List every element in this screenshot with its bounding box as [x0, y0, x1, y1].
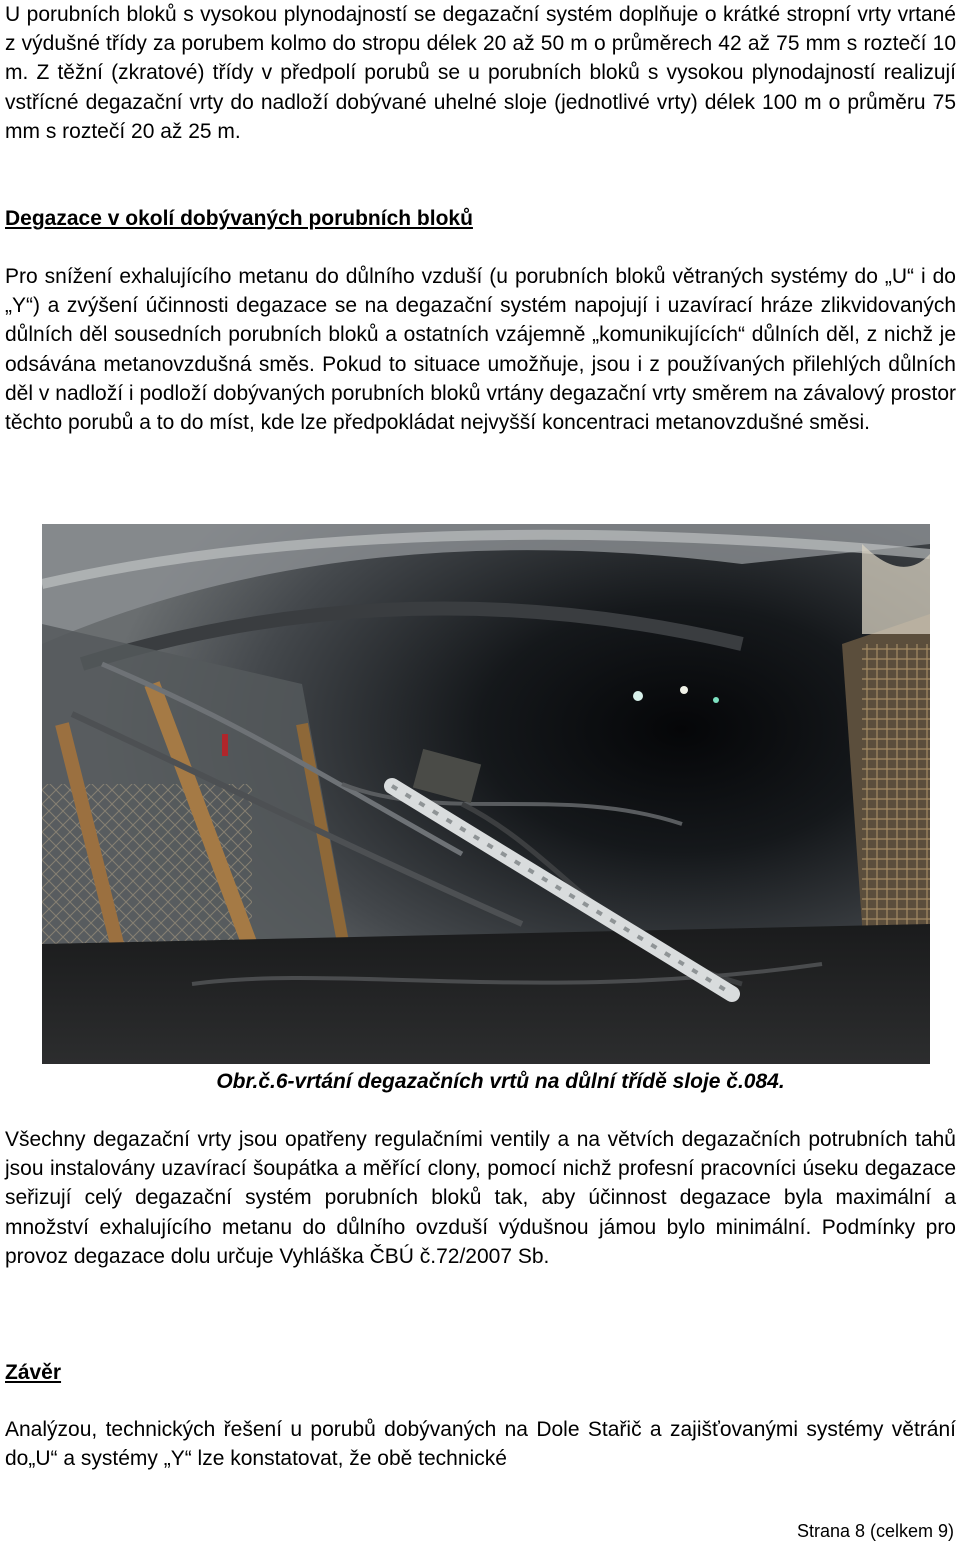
- paragraph-regulation: Všechny degazační vrty jsou opatřeny regulačními ventily a na větvích degazačních potrubních tahů jsou instalovány uzavírací šoupátka a měřící clony, pomocí nichž profesní pracovníci úseku degazace seřizují celý degazační systém porubních bloků tak, aby účinnost degazace byla maximální a množství exhalujícího metanu do důlního ovzduší výdušnou jámou bylo minimální. Podmínky pro provoz degazace dolu určuje Vyhláška ČBÚ č.72/2007 Sb.: [5, 1128, 956, 1268]
- paragraph-degazace: Pro snížení exhalujícího metanu do důlního vzduší (u porubních bloků větraných systémy do „U“ i do „Y“) a zvýšení účinnosti degazace se na degazační systém napojují i uzavírací hráze zlikvidovaných důlních děl sousedních porubních bloků a ostatních vzájemně „komunikujících“ důlních děl, z nichž je odsávána metanovzdušná směs. Pokud to situace umožňuje, jsou i z používaných přilehlých důlních děl v nadloží i podloží dobývaných porubních bloků vrtány degazační vrty směrem na závalový prostor těchto porubů a to do míst, kde lze předpokládat nejvyšší koncentraci metanovzdušné směsi.: [5, 265, 956, 435]
- figure-caption: Obr.č.6-vrtání degazačních vrtů na důlní třídě sloje č.084.: [216, 1070, 785, 1093]
- paragraph-conclusion: Analýzou, technických řešení u porubů dobývaných na Dole Stařič a zajišťovanými systémy větrání do„U“ a systémy „Y“ lze konstatovat, že obě technické: [5, 1418, 956, 1471]
- page-number: Strana 8 (celkem 9): [796, 1521, 954, 1541]
- section-heading-zaver: Závěr: [5, 1361, 62, 1384]
- section-heading-degazace: Degazace v okolí dobývaných porubních bloků: [5, 207, 473, 230]
- mine-tunnel-photo: [42, 524, 930, 1064]
- paragraph-drilling: U porubních bloků s vysokou plynodajností se degazační systém doplňuje o krátké stropní vrty vrtané z výdušné třídy za porubem kolmo do stropu délek 20 až 50 m o průměrech 42 až 75 mm s roztečí 10 m. Z těžní (zkratové) třídy v předpolí porubů se u porubních bloků s vysokou plynodajností realizují vstřícné degazační vrty do nadloží dobývané uhelné sloje (jednotlivé vrty) délek 100 m o průměru 75 mm s roztečí 20 až 25 m.: [5, 3, 956, 143]
